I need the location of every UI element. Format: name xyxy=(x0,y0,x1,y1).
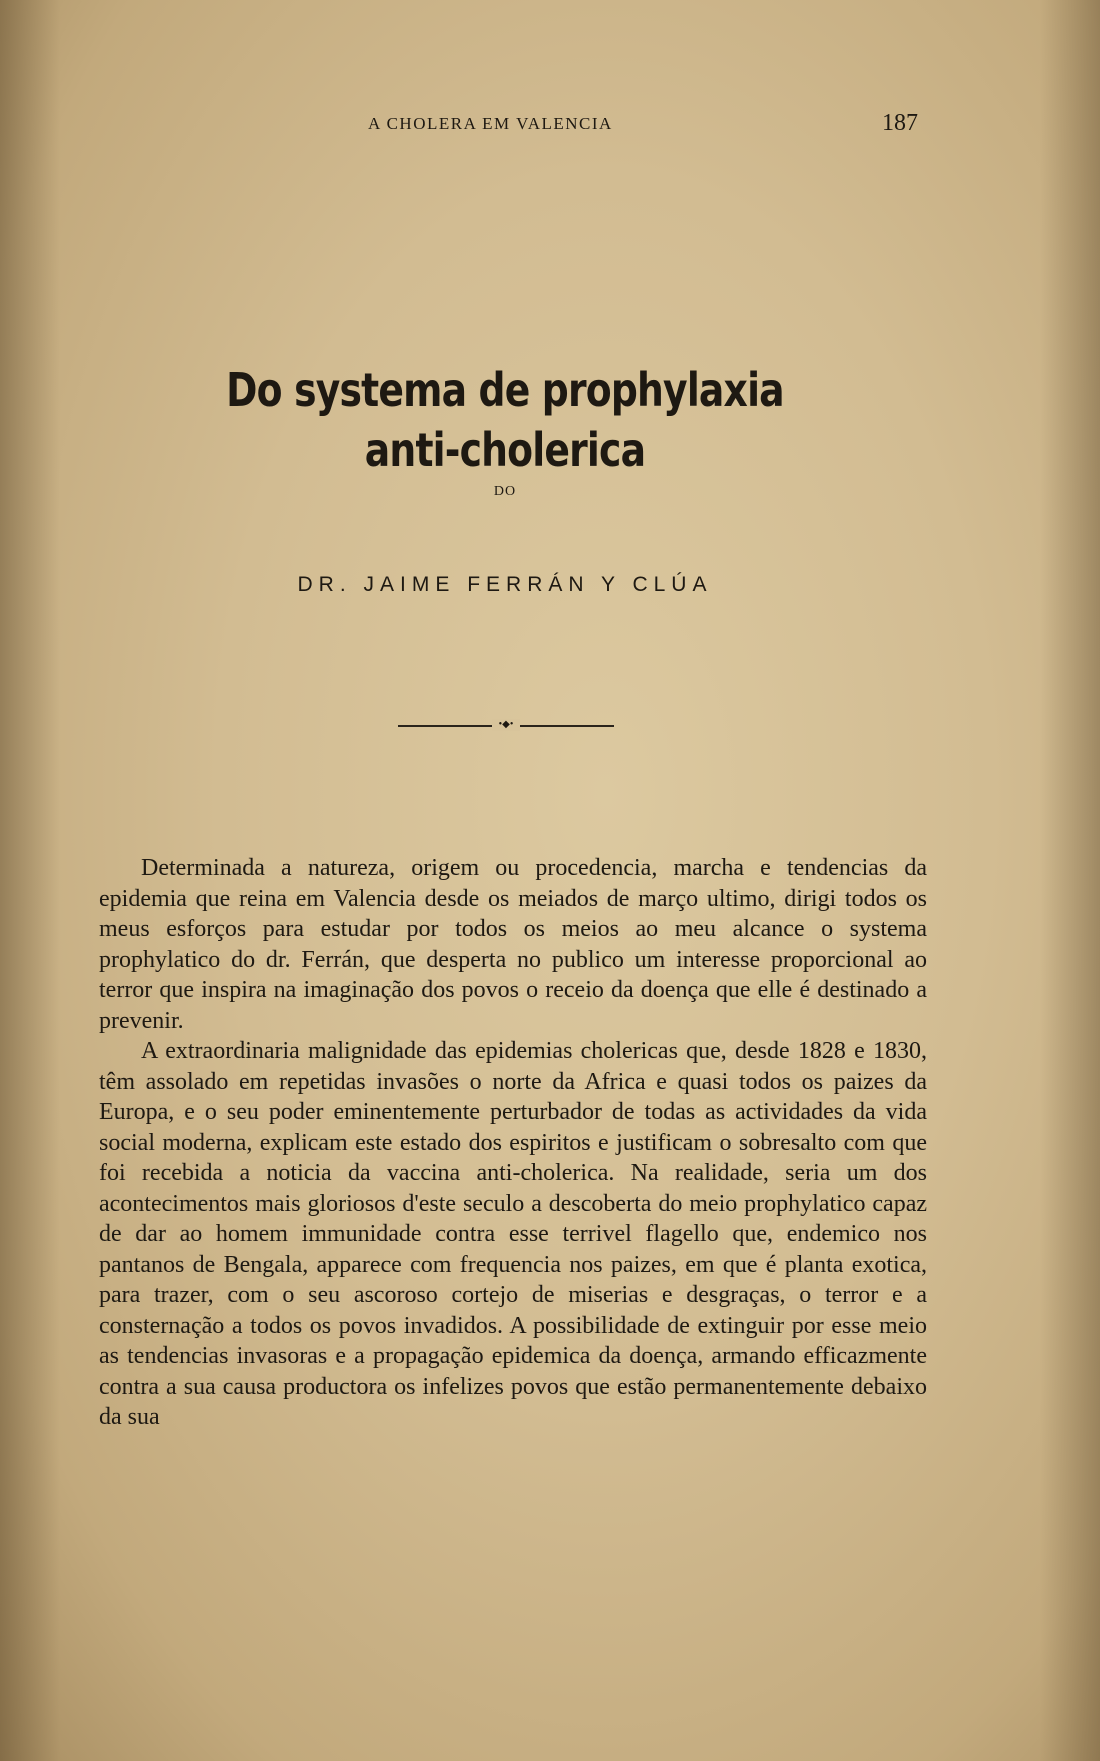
page-edge-left xyxy=(0,0,60,1761)
running-head xyxy=(0,110,1100,140)
running-title: A CHOLERA EM VALENCIA xyxy=(368,114,613,133)
paragraph-1: Determinada a natureza, origem ou procedencia, marcha e tendencias da epidemia que reina em Valencia desde os meiados de março ultimo, dirigi todos os meus esforços para estudar por todos os meios ao meu alcance o systema prophylatico do dr. Ferrán, que desperta no publico um interesse proporcional ao terror que inspira na imaginação dos povos o receio da doença que elle é destinado a prevenir. xyxy=(99,855,927,1034)
author-preposition: DO xyxy=(493,484,517,499)
divider-ornament-icon: •◆• xyxy=(492,719,520,731)
article-body xyxy=(99,853,927,1433)
page-edge-right xyxy=(1040,0,1100,1761)
paragraph-2: A extraordinaria malignidade das epidemias cholericas que, desde 1828 e 1830, têm assolado em repetidas invasões o norte da Africa e quasi todos os paizes da Europa, e o seu poder eminentemente perturbador de todas as actividades da vida social moderna, explicam este estado dos espiritos e justificam o sobresalto com que foi recebida a noticia da vaccina anti-cholerica. Na realidade, seria um dos acontecimentos mais gloriosos d'este seculo a descoberta do meio prophylatico capaz de dar ao homem immunidade contra esse terrivel flagello que, endemico nos pantanos de Bengala, apparece com frequencia nos paizes, em que é planta exotica, para trazer, com o seu ascoroso cortejo de miserias e desgraças, o terror e a consternação a todos os povos invadidos. A possibilidade de extinguir por esse meio as tendencias invasoras e a propagação epidemica da doença, armando efficazmente contra a sua causa productora os infelizes povos que estão permanentemente debaixo da sua xyxy=(99,1038,927,1430)
article-author: DR. JAIME FERRÁN Y CLÚA xyxy=(297,573,713,596)
page-number: 187 xyxy=(882,110,918,136)
article-title: Do systema de prophylaxia anti-cholerica xyxy=(226,363,784,477)
